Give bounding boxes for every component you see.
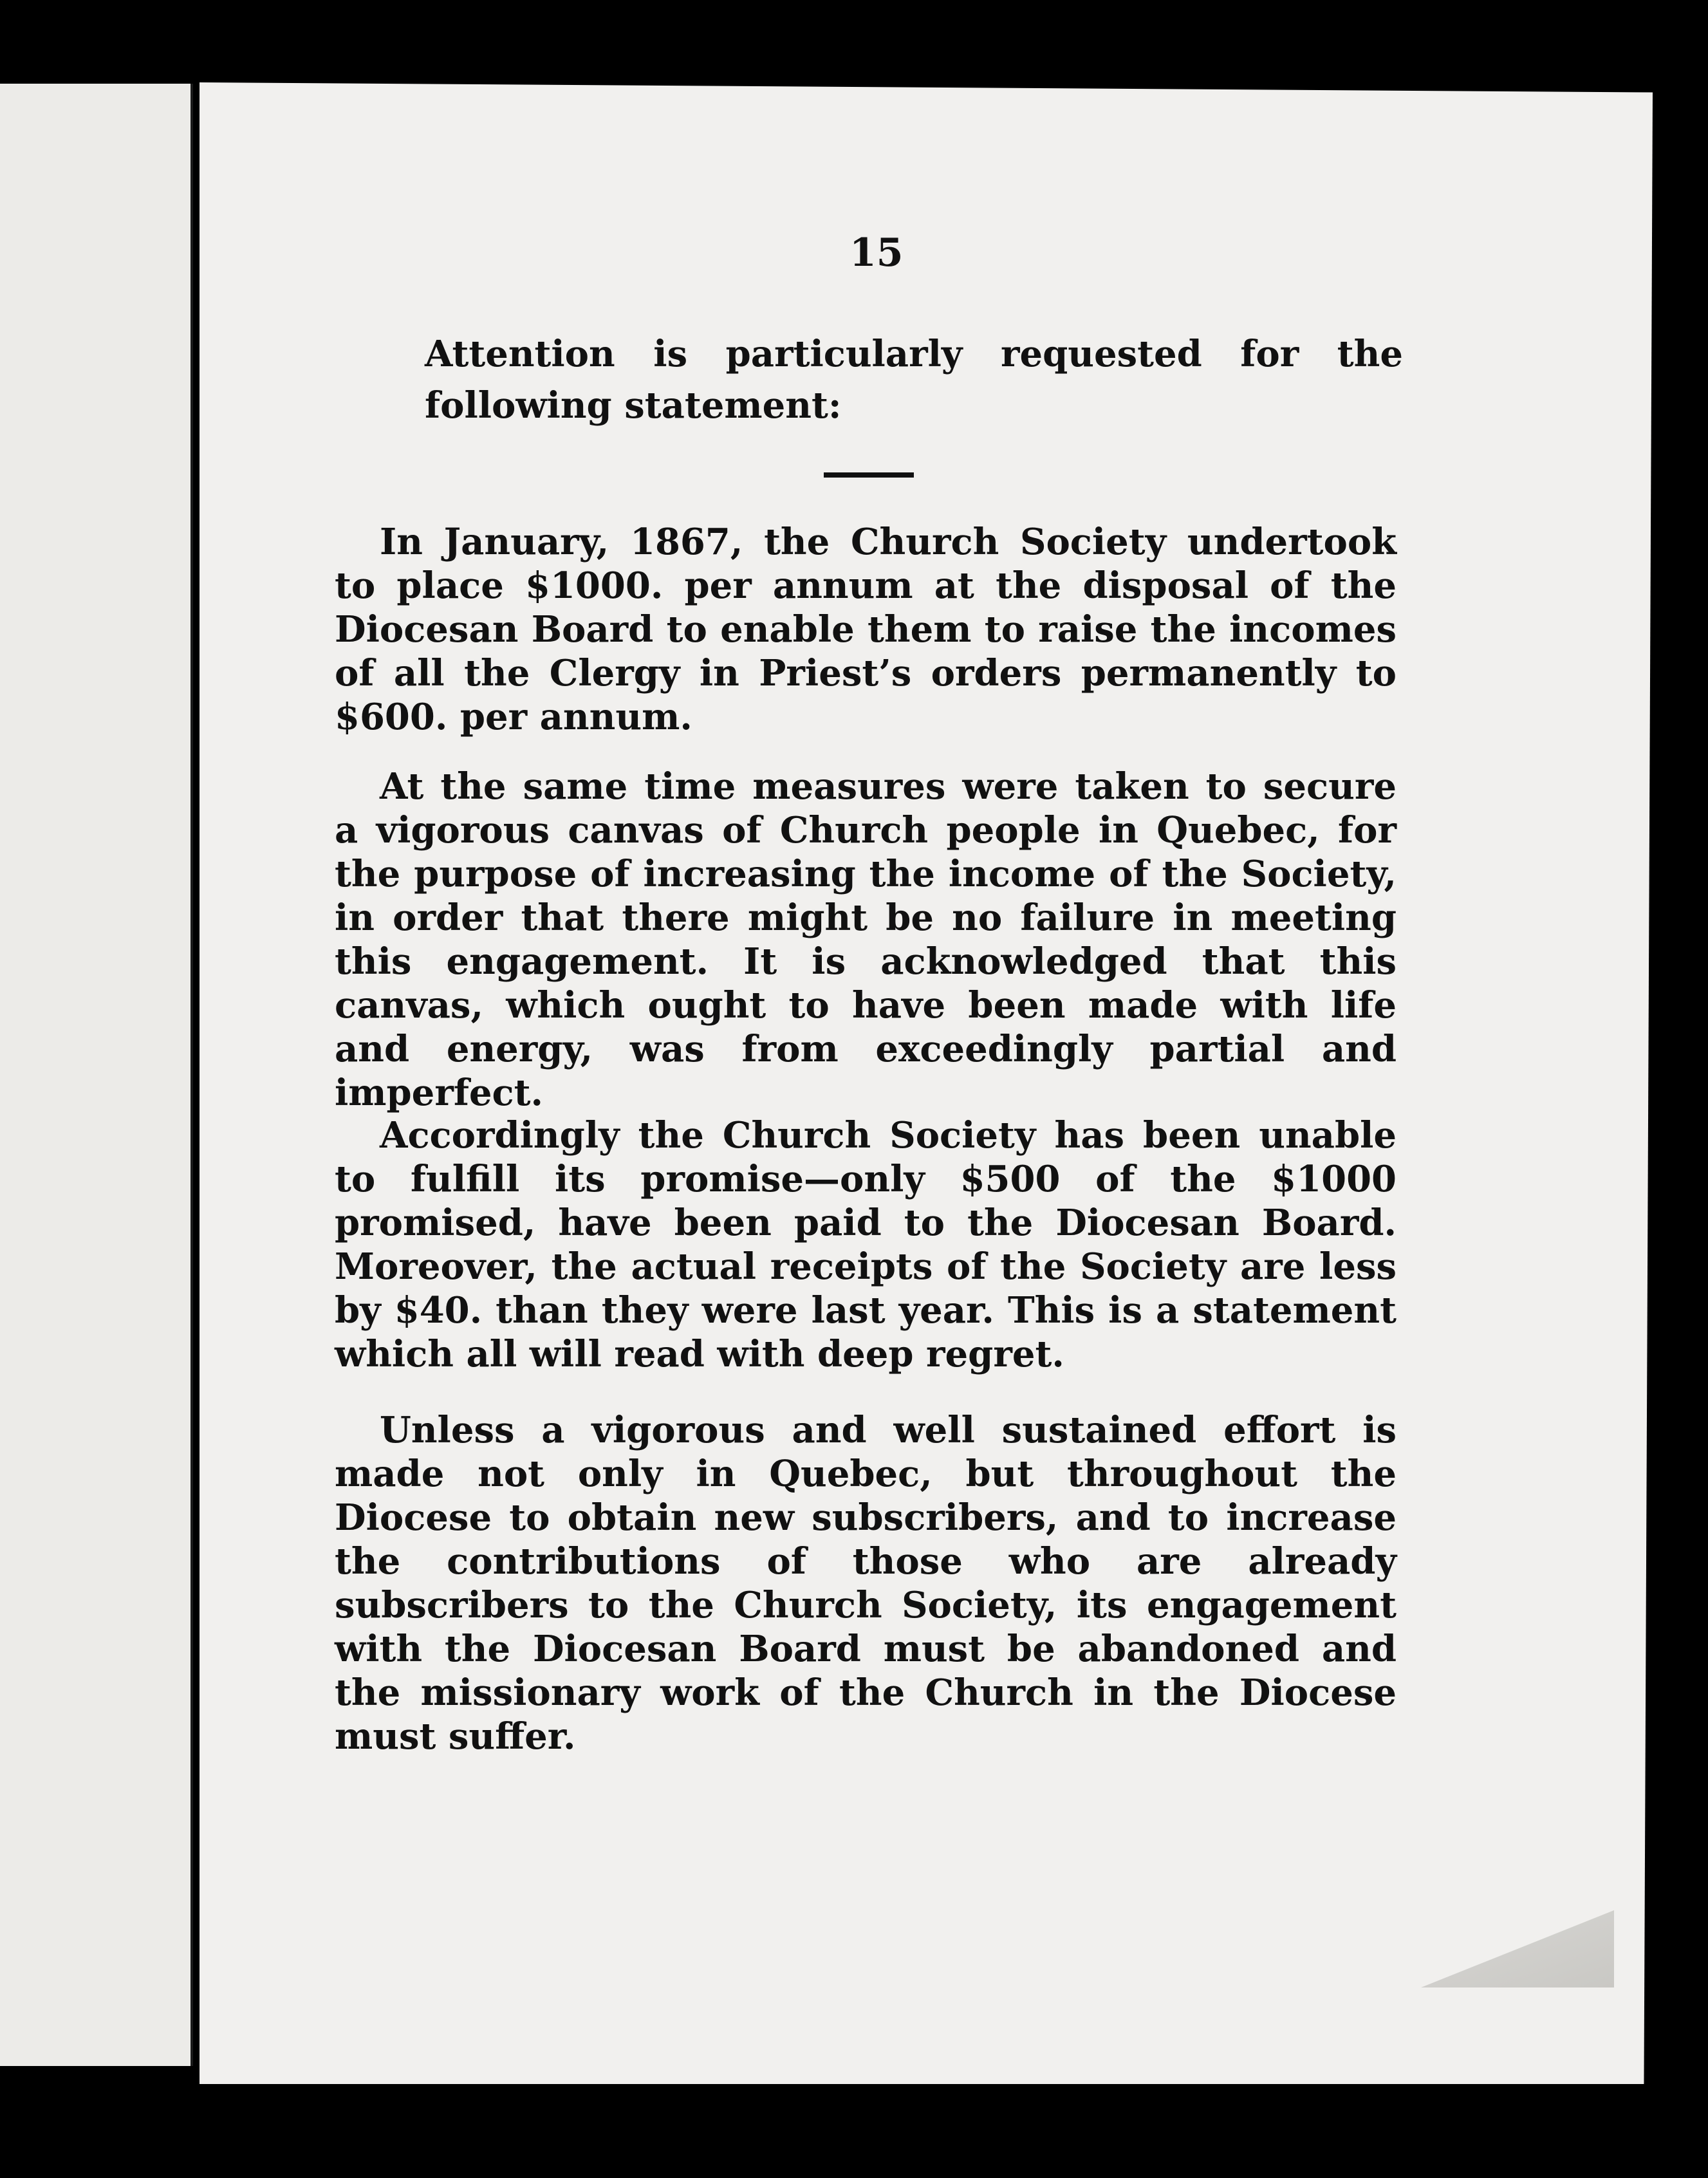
paragraph-3: Accordingly the Church Society has been unable to fulfill its promise—only $500 of the $1000 promised, have been paid to the Diocesan Board. Moreover, the actual receipts of the Society are less by $40. than they were last year. This is a statement which all will read with deep regret.	[335, 1114, 1397, 1375]
paragraph-4: Unless a vigorous and well sustained effort is made not only in Quebec, but throughout the Diocese to obtain new subscribers, and to increase the contributions of those who are already subscribers to the Church Society, its engagement with the Diocesan Board must be abandoned and the missionary work of the Church in the Diocese must suffer.	[335, 1409, 1397, 1758]
page-number: 15	[849, 230, 904, 275]
section-divider-rule	[824, 472, 914, 478]
paragraph-2: At the same time measures were taken to secure a vigorous canvas of Church people in Quebec, for the purpose of increasing the income of the Society, in order that there might be no failure in meeting this engagement. It is acknowledged that this canvas, which ought to have been made with life and energy, was from exceedingly partial and imperfect.	[335, 765, 1397, 1114]
facing-page-edge	[0, 84, 193, 2066]
page-corner-fold	[1421, 1910, 1614, 1987]
paragraph-1: In January, 1867, the Church Society undertook to place $1000. per annum at the disposal of the Diocesan Board to enable them to raise the incomes of all the Clergy in Priest’s orders permanently to $600. per annum.	[335, 521, 1397, 738]
notice-heading: Attention is particularly requested for the following statement:	[425, 333, 1403, 427]
page-gutter	[190, 84, 193, 2066]
